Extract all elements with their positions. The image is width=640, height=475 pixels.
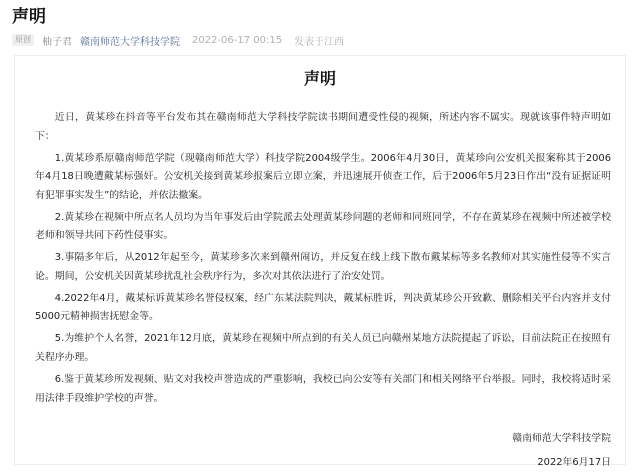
original-badge: 原创 [12,34,34,46]
signature-organization: 赣南师范大学科技学院 [512,433,611,444]
article-title: 声明 [12,7,46,27]
author-name: 柚子君 [42,36,72,48]
statement-item-3: 3.事隔多年后，从2012年起至今，黄某珍多次来到赣州闹访，并反复在线上线下散布戴某标等多名教师对其实施性侵等不实言论。期间，公安机关因黄某珍扰乱社会秩序行为，多次对其依法进行了治安处罚。 [35,252,611,282]
statement-image [14,55,626,468]
article-meta [12,33,344,47]
statement-item-5: 5.为维护个人名誉，2021年12月底，黄某珍在视频中所点到的有关人员已向赣州某地方法院提起了诉讼，目前法院正在按照有关程序办理。 [35,333,611,363]
statement-heading: 声明 [303,69,336,88]
publish-date: 2022-06-17 00:15 [192,34,283,46]
signature-date: 2022年6月17日 [537,457,611,468]
statement-body [35,109,611,412]
statement-item-2: 2.黄某珍在视频中所点名人员均为当年事发后由学院派去处理黄某珍问题的老师和同班同学，不存在黄某珍在视频中所述被学校老师和领导共同下药性侵事实。 [35,211,611,242]
statement-intro: 近日，黄某珍在抖音等平台发布其在赣南师范大学科技学院读书期间遭受性侵的视频，所述内容不属实。现就该事件特声明如下： [35,112,611,142]
statement-item-1: 1.黄某珍系原赣南师范学院（现赣南师范大学）科技学院2004级学生。2006年4月30日，黄某珍向公安机关报案称其于2006年4月18日晚遭戴某标强奸。公安机关接到黄某珍报案后立即立案，并迅速展开侦查工作，后于2006年5月23日作出“没有证据证明有犯罪事实发生”的结论，并依法撤案。 [35,152,611,201]
statement-item-4: 4.2022年4月，戴某标诉黄某珍名誉侵权案，经广东某法院判决，戴某标胜诉，判决黄某珍公开致歉、删除相关平台内容并支付5000元精神损害抚慰金等。 [35,292,611,323]
statement-signature [512,427,611,475]
statement-item-6: 6.鉴于黄某珍所发视频、贴文对我校声誉造成的严重影响，我校已向公安等有关部门和相关网络平台举报。同时，我校将适时采用法律手段维护学校的声誉。 [35,374,611,404]
account-name-link[interactable]: 赣南师范大学科技学院 [80,36,180,48]
publish-location: 发表于江西 [294,36,345,48]
